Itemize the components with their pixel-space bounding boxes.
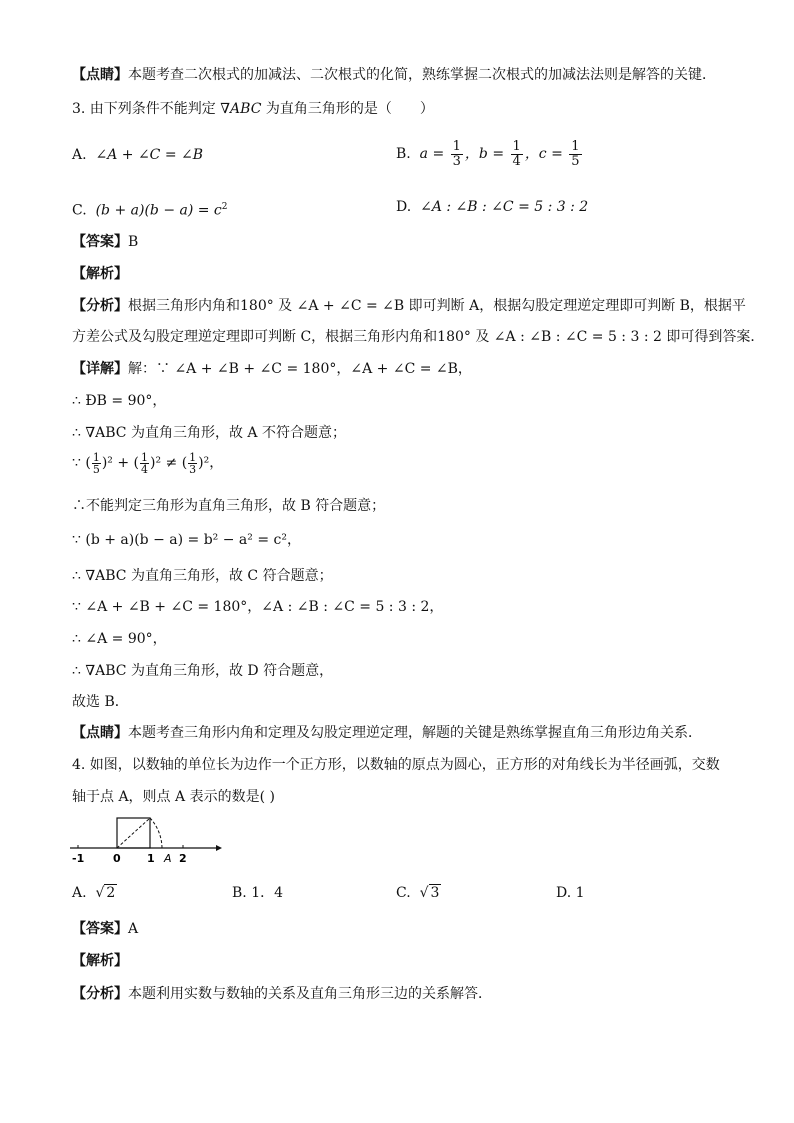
- q4-analysis: 【分析】本题利用实数与数轴的关系及直角三角形三边的关系解答．: [72, 986, 492, 1002]
- square-diagonal: [117, 818, 150, 848]
- q3-option-a: A. ∠A + ∠C = ∠B: [72, 147, 204, 163]
- q4-option-a: A. √ 2: [72, 885, 116, 901]
- q3-analysis-line-1: 【分析】根据三角形内角和180° 及 ∠A + ∠C = ∠B 即可判断 A，根据勾股定理逆定理即可判断 B，根据平: [72, 298, 746, 314]
- step-8: ∴ ∠A = 90°，: [72, 631, 167, 647]
- radius-arc: [150, 818, 162, 848]
- q3-detail-heading: 【详解】解：∵ ∠A + ∠B + ∠C = 180°，∠A + ∠C = ∠B，: [72, 361, 472, 377]
- q3-option-b: B. a = $\frac{1}{3}$ ，b = $\frac{1}{4}$ ，c = $\frac{1}{5}$: [396, 138, 580, 169]
- step-7: ∵ ∠A + ∠B + ∠C = 180°，∠A : ∠B : ∠C = 5 : 3 : 2，: [72, 599, 444, 615]
- step-3: ∵ ( $\frac{1}{5}$ )² + ( $\frac{1}{4}$ )² ≠ ( $\frac{1}{3}$ )²，: [72, 450, 224, 476]
- step-9: ∴ ∇ABC 为直角三角形，故 D 符合题意，: [72, 663, 334, 679]
- number-line-figure: [66, 812, 226, 872]
- q3-analysis-heading: 【解析】: [72, 266, 128, 282]
- q4-analysis-heading: 【解析】: [72, 953, 128, 969]
- q3-analysis-line-2: 方差公式及勾股定理逆定理即可判断 C，根据三角形内角和180° 及 ∠A : ∠B : ∠C = 5 : 3 : 2 即可得到答案．: [72, 329, 765, 345]
- step-10: 故选 B．: [72, 694, 129, 710]
- label-1: 1: [147, 852, 155, 865]
- q4-option-c: C. √ 3: [396, 885, 440, 901]
- label-a: A: [164, 852, 172, 865]
- q3-option-c: C. $(b + a)(b - a) = c^2$: [72, 202, 228, 219]
- q3-answer: 【答案】B: [72, 234, 139, 250]
- label-minus-1: -1: [72, 852, 85, 865]
- q4-answer: 【答案】A: [72, 921, 139, 937]
- step-6: ∴ ∇ABC 为直角三角形，故 C 符合题意；: [72, 568, 333, 584]
- note-line: 【点睛】本题考查二次根式的加减法、二次根式的化简，熟练掌握二次根式的加减法法则是解答的关键．: [72, 67, 716, 83]
- question-4-line-2: 轴于点 A，则点 A 表示的数是( ): [72, 789, 275, 805]
- q3-option-d: D. ∠A : ∠B : ∠C = 5 : 3 : 2: [396, 199, 589, 215]
- step-2: ∴ ∇ABC 为直角三角形，故 A 不符合题意；: [72, 425, 346, 441]
- step-4: ∴不能判定三角形为直角三角形，故 B 符合题意；: [72, 498, 386, 514]
- question-4-line-1: 4. 如图，以数轴的单位长为边作一个正方形，以数轴的原点为圆心，正方形的对角线长为半径画弧，交数: [72, 757, 720, 773]
- label-2: 2: [179, 852, 187, 865]
- step-1: ∴ ÐB = 90°，: [72, 393, 167, 409]
- label-0: 0: [113, 852, 121, 865]
- axis-arrow-icon: [216, 845, 222, 851]
- question-3-stem: 3. 由下列条件不能判定 ∇ABC 为直角三角形的是（ ）: [72, 101, 434, 117]
- q3-key-point: 【点睛】本题考查三角形内角和定理及勾股定理逆定理，解题的关键是熟练掌握直角三角形边角关系．: [72, 725, 702, 741]
- q4-option-b: B. 1．4: [232, 885, 284, 901]
- q4-option-d: D. 1: [556, 885, 585, 901]
- step-5: ∵ (b + a)(b − a) = b² − a² = c²，: [72, 532, 301, 548]
